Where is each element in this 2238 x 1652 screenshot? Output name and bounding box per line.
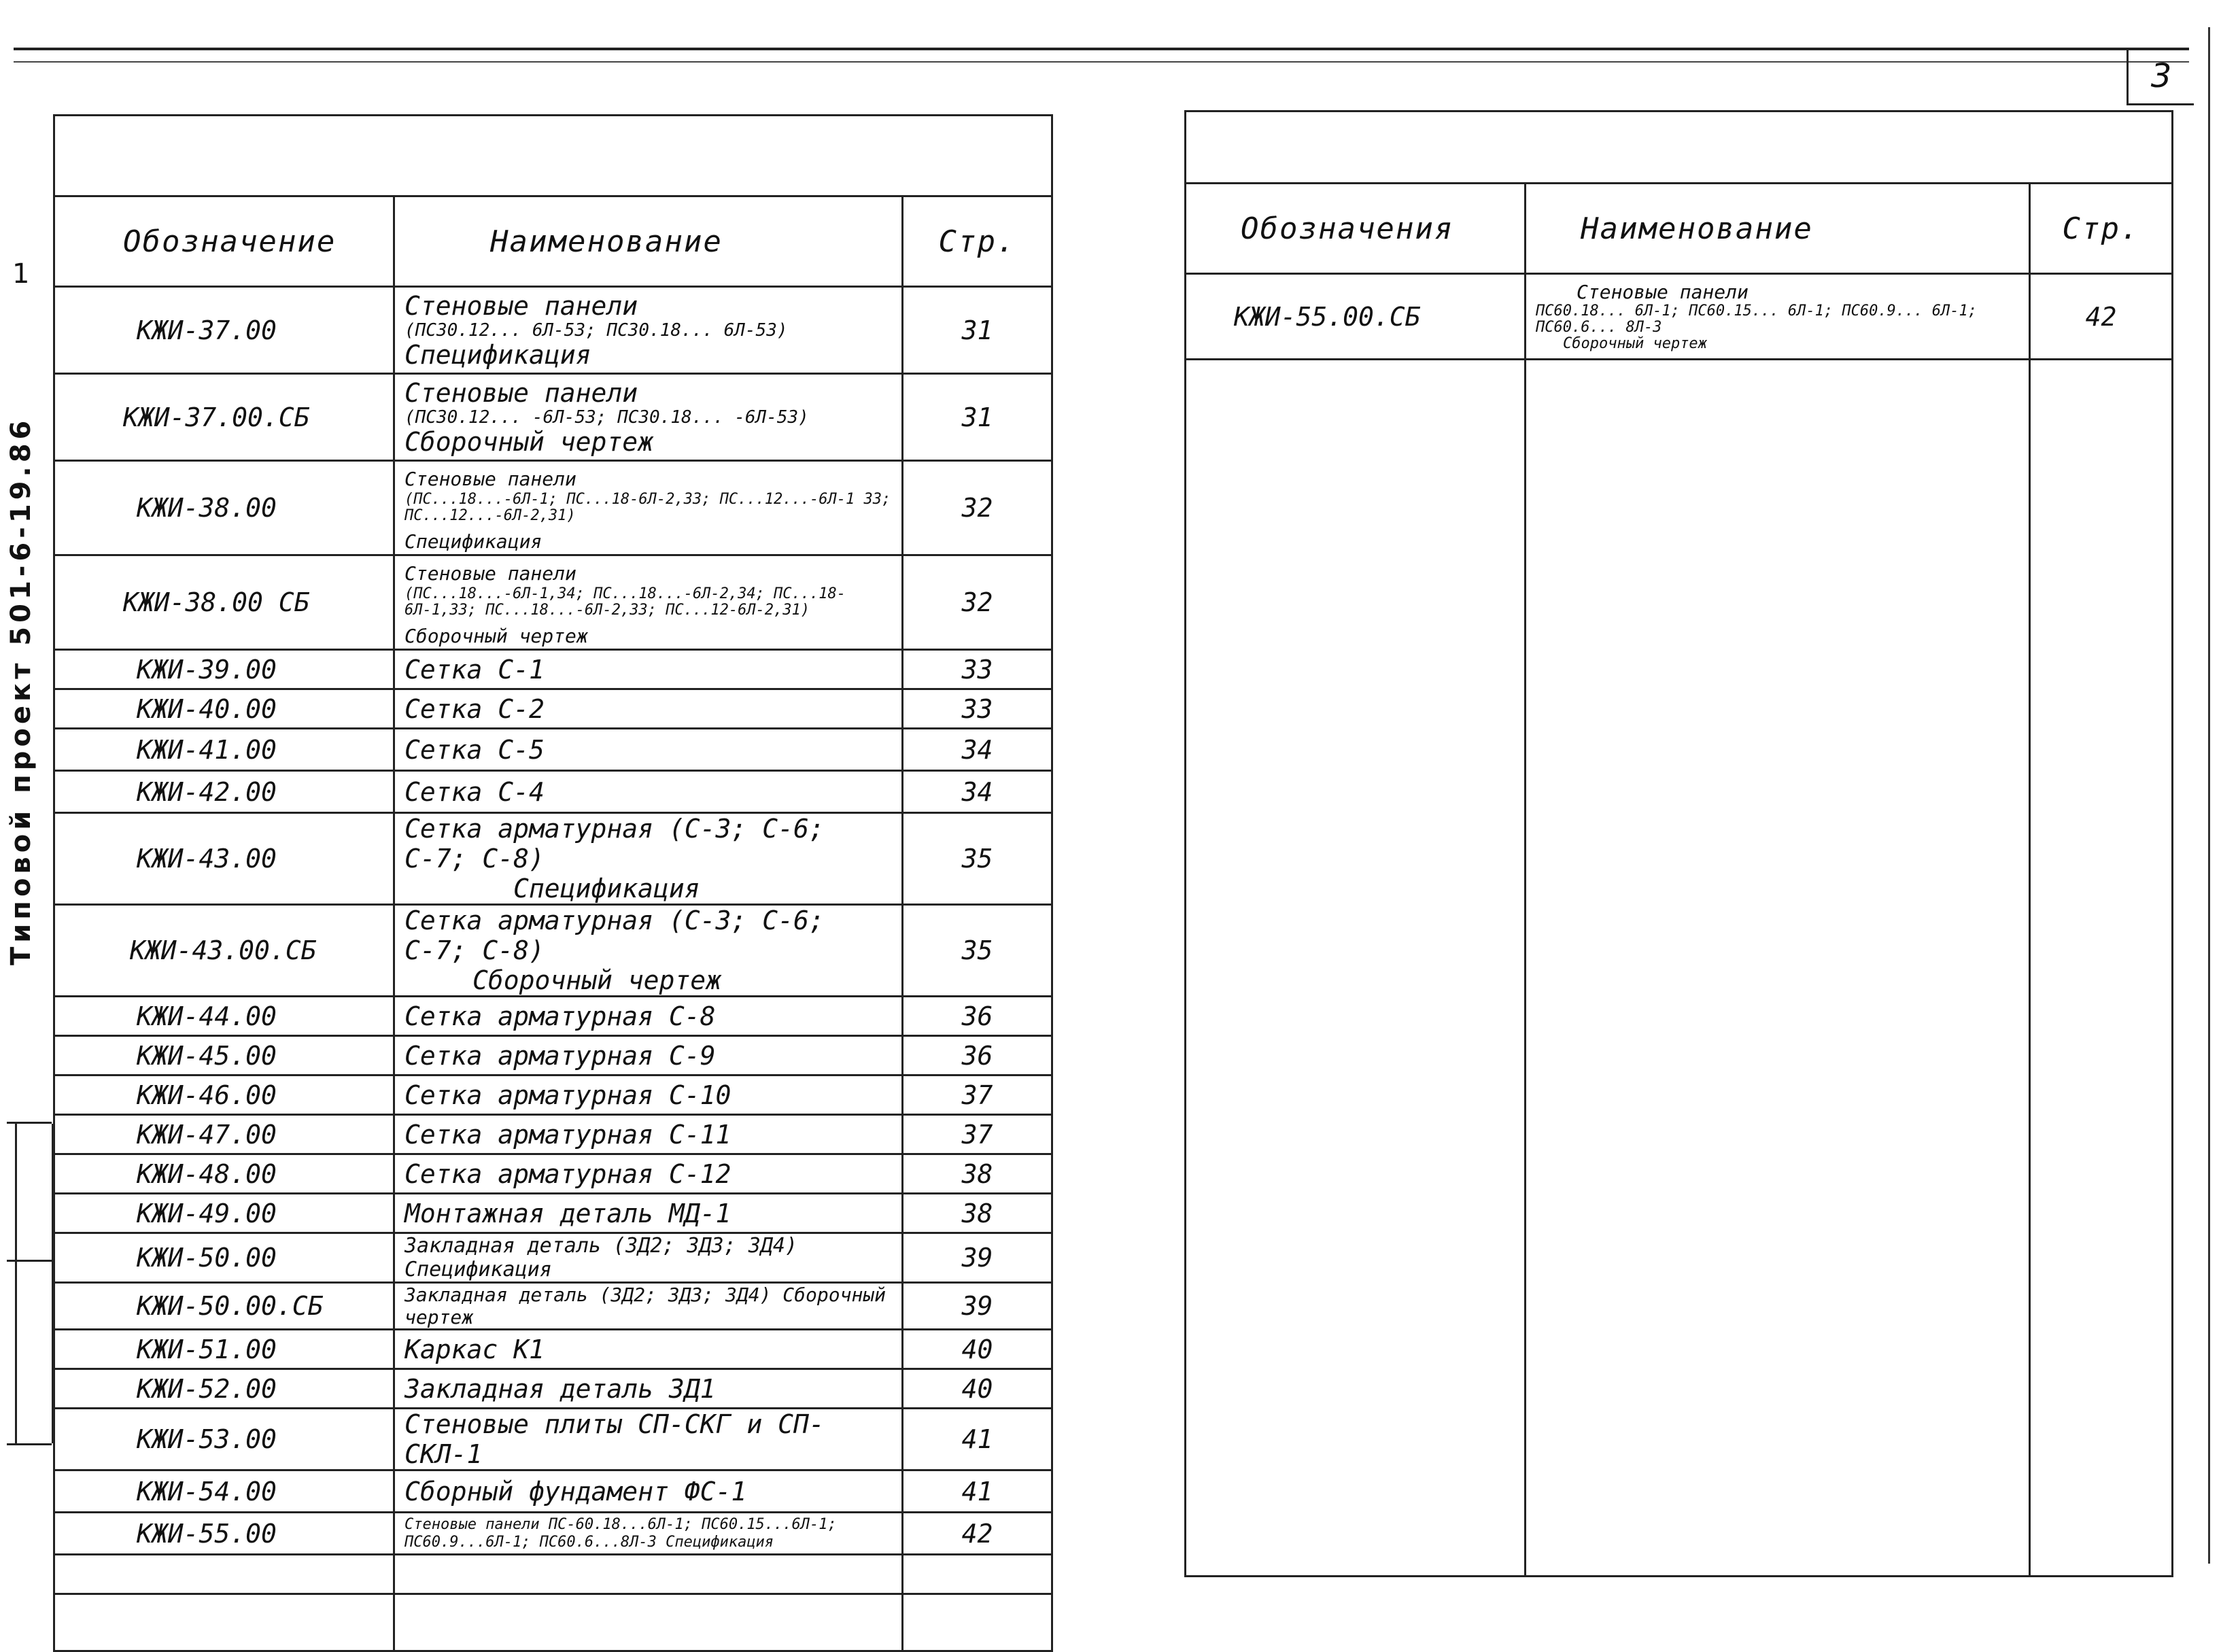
table-row: КЖИ-52.00 Закладная деталь ЗД1 40 [54, 1369, 1052, 1409]
table-row: КЖИ-37.00.СБ Стеновые панели (ПС30.12... -6Л-53; ПС30.18... -6Л-53) Сборочный чертеж 31 [54, 374, 1052, 461]
table-row: КЖИ-55.00 Стеновые панели ПС-60.18...6Л-1; ПС60.15...6Л-1; ПС60.9...6Л-1; ПС60.6...8Л-3 Спецификация 42 [54, 1513, 1052, 1555]
top-border-line [14, 48, 2189, 50]
table-title-row [54, 116, 1052, 196]
page-number: 3 [2127, 49, 2194, 105]
header-name: Наименование [1526, 184, 2030, 274]
table-row: КЖИ-51.00 Каркас К1 40 [54, 1330, 1052, 1369]
table-row: КЖИ-50.00.СБ Закладная деталь (ЗД2; ЗД3; ЗД4) Сборочный чертеж 39 [54, 1283, 1052, 1330]
table-row: КЖИ-48.00 Сетка арматурная С-12 38 [54, 1154, 1052, 1194]
table-row: КЖИ-38.00 Стеновые панели (ПС...18...-6Л-1; ПС...18-6Л-2,33; ПС...12...-6Л-1 33; ПС...12...-6Л-2,31) Спецификация 32 [54, 461, 1052, 555]
header-page: Стр. [2030, 184, 2173, 274]
header-row [1186, 184, 2173, 274]
table-row: КЖИ-40.00 Сетка С-2 33 [54, 689, 1052, 729]
header-page: Стр. [903, 196, 1052, 287]
top-border-line-thin [14, 61, 2189, 63]
table-row: КЖИ-43.00 Сетка арматурная (С-3; С-6; С-7; С-8) Спецификация 35 [54, 813, 1052, 905]
table-row: КЖИ-41.00 Сетка С-5 34 [54, 729, 1052, 771]
stamp-strip [7, 1122, 52, 1443]
side-mark: 1 [12, 258, 30, 290]
right-contents-table [1184, 110, 2173, 1577]
header-code: Обозначения [1186, 184, 1526, 274]
header-code: Обозначение [54, 196, 394, 287]
table-title-row [1186, 111, 2173, 184]
table-row: КЖИ-47.00 Сетка арматурная С-11 37 [54, 1115, 1052, 1154]
table-row: КЖИ-39.00 Сетка С-1 33 [54, 650, 1052, 689]
header-row [54, 196, 1052, 287]
table-row: КЖИ-37.00 Стеновые панели (ПС30.12... 6Л-53; ПС30.18... 6Л-53) Спецификация 31 [54, 287, 1052, 374]
table-row: КЖИ-50.00 Закладная деталь (ЗД2; ЗД3; ЗД4) Спецификация 39 [54, 1233, 1052, 1283]
table-row: КЖИ-46.00 Сетка арматурная С-10 37 [54, 1075, 1052, 1115]
right-border-line [2208, 27, 2210, 1564]
empty-body-row [1186, 360, 2173, 1577]
table-row: КЖИ-44.00 Сетка арматурная С-8 36 [54, 997, 1052, 1036]
table-row: КЖИ-38.00 СБ Стеновые панели (ПС...18...-6Л-1,34; ПС...18...-6Л-2,34; ПС...18-6Л-1,33; ПС...18...-6Л-2,33; ПС...12-6Л-2,31) Сборочный чертеж 32 [54, 555, 1052, 650]
table-row: КЖИ-42.00 Сетка С-4 34 [54, 771, 1052, 813]
left-contents-table [53, 114, 1053, 1652]
table-row: КЖИ-53.00 Стеновые плиты СП-СКГ и СП-СКЛ-1 41 [54, 1409, 1052, 1470]
table-row: КЖИ-43.00.СБ Сетка арматурная (С-3; С-6; С-7; С-8) Сборочный чертеж 35 [54, 905, 1052, 997]
table-row: КЖИ-54.00 Сборный фундамент ФС-1 41 [54, 1470, 1052, 1513]
header-name: Наименование [394, 196, 903, 287]
empty-row [54, 1594, 1052, 1651]
side-project-title: Типовой проект 501-6-19.86 [5, 416, 37, 965]
empty-row [54, 1555, 1052, 1594]
table-row: КЖИ-55.00.СБ Стеновые панели ПС60.18... 6Л-1; ПС60.15... 6Л-1; ПС60.9... 6Л-1; ПС60.6... 8Л-3 Сборочный чертеж 42 [1186, 274, 2173, 360]
table-row: КЖИ-45.00 Сетка арматурная С-9 36 [54, 1036, 1052, 1075]
table-row: КЖИ-49.00 Монтажная деталь МД-1 38 [54, 1194, 1052, 1233]
